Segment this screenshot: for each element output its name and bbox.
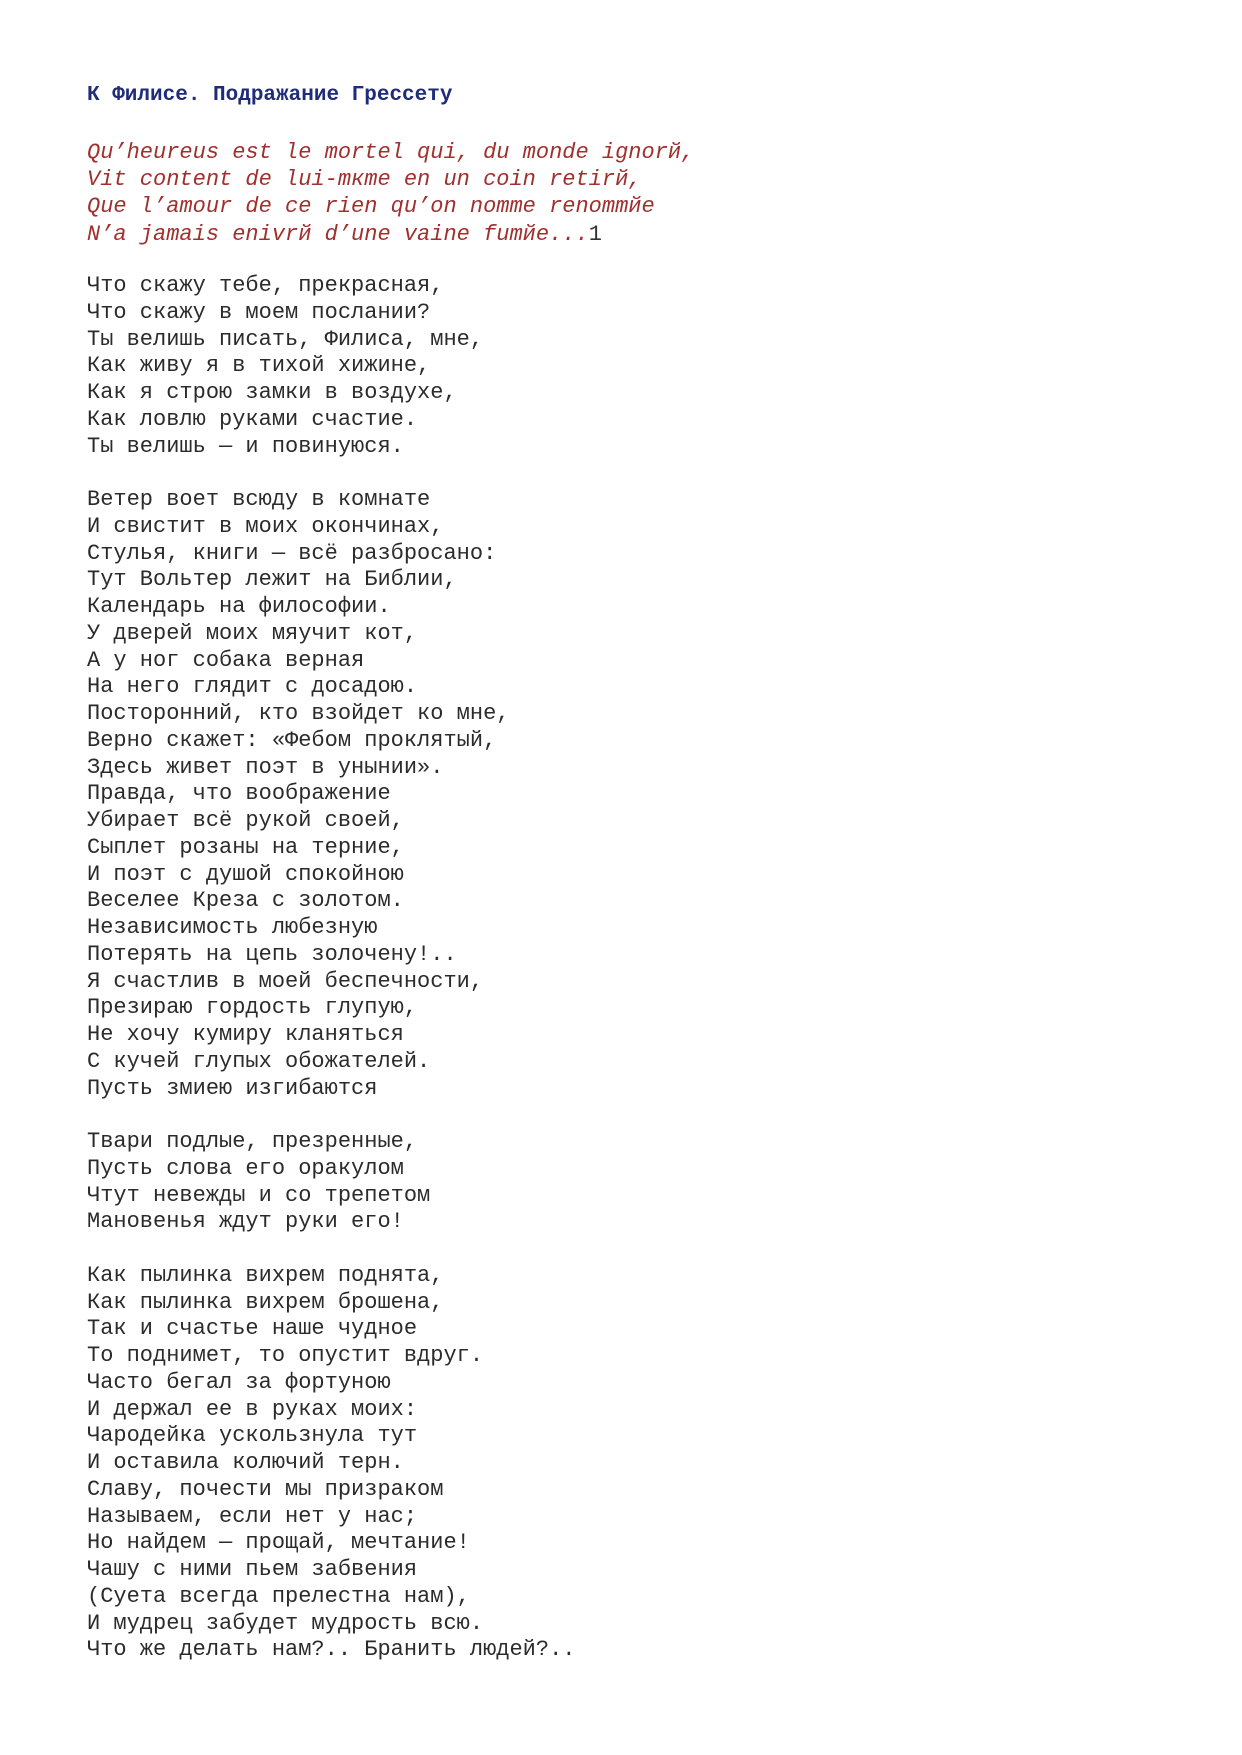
verse-line: И поэт с душой спокойною	[87, 861, 404, 887]
stanza	[87, 273, 575, 460]
verse-line: То поднимет, то опустит вдруг.	[87, 1343, 484, 1369]
verse-line: Не хочу кумиру кланяться	[87, 1022, 404, 1048]
verse-line: С кучей глупых обожателей.	[87, 1048, 431, 1074]
epigraph-line: Que l’amour de ce rien qu’on nomme renommйe	[87, 194, 655, 220]
stanza	[87, 1263, 575, 1664]
verse-line: И держал ее в руках моих:	[87, 1396, 418, 1422]
epigraph-line: Vit content de lui-mкme en un coin retirй,	[87, 167, 642, 193]
verse-line: Как живу я в тихой хижине,	[87, 353, 431, 379]
verse-line: Что же делать нам?.. Бранить людей?..	[87, 1637, 576, 1663]
verse-line: Что скажу тебе, прекрасная,	[87, 273, 444, 298]
stanza	[87, 1129, 575, 1236]
verse-line: Что скажу в моем послании?	[87, 299, 431, 325]
verse-line: На него глядит с досадою.	[87, 674, 418, 700]
verse-line: Здесь живет поэт в унынии».	[87, 754, 444, 780]
verse-line: Чародейка ускользнула тут	[87, 1423, 418, 1449]
poem-title: К Филисе. Подражание Грессету	[87, 84, 453, 107]
epigraph-line: N’a jamais enivrй d’une vaine fumйe...1	[87, 221, 602, 247]
verse-line: Убирает всё рукой своей,	[87, 808, 404, 834]
verse-line: Мановенья ждут руки его!	[87, 1209, 404, 1235]
verse-line: Как ловлю руками счастие.	[87, 406, 418, 432]
verse-line: И мудрец забудет мудрость всю.	[87, 1610, 484, 1636]
verse-line: Чтут невежды и со трепетом	[87, 1182, 431, 1208]
verse-line: Ветер воет всюду в комнате	[87, 487, 431, 513]
poem-body	[87, 273, 575, 1691]
stanza	[87, 487, 575, 1102]
verse-line: Верно скажет: «Фебом проклятый,	[87, 727, 497, 753]
verse-line: Презираю гордость глупую,	[87, 995, 418, 1021]
verse-line: У дверей моих мяучит кот,	[87, 620, 418, 646]
verse-line: Правда, что воображение	[87, 781, 391, 807]
verse-line: И свистит в моих окончинах,	[87, 513, 444, 539]
epigraph-line: Qu’heureus est le mortel qui, du monde ignorй,	[87, 140, 695, 165]
verse-line: А у ног собака верная	[87, 647, 365, 673]
verse-line: Как я строю замки в воздухе,	[87, 380, 457, 405]
verse-line: Календарь на философии.	[87, 594, 391, 620]
verse-line: Сыплет розаны на терние,	[87, 834, 404, 860]
footnote-marker[interactable]: 1	[588, 221, 602, 247]
epigraph	[87, 139, 694, 248]
verse-line: Пусть змиею изгибаются	[87, 1075, 378, 1101]
verse-line: Тут Вольтер лежит на Библии,	[87, 567, 457, 593]
verse-line: Пусть слова его оракулом	[87, 1155, 404, 1181]
verse-line: Стулья, книги — всё разбросано:	[87, 540, 497, 566]
verse-line: Твари подлые, презренные,	[87, 1129, 418, 1155]
verse-line: Независимость любезную	[87, 915, 378, 941]
verse-line: Чашу с ними пьем забвения	[87, 1557, 418, 1583]
verse-line: Как пылинка вихрем поднята,	[87, 1262, 444, 1288]
verse-line: Называем, если нет у нас;	[87, 1503, 418, 1529]
verse-line: Часто бегал за фортуною	[87, 1369, 391, 1395]
verse-line: Как пылинка вихрем брошена,	[87, 1289, 444, 1315]
verse-line: Славу, почести мы призраком	[87, 1476, 444, 1502]
verse-line: Я счастлив в моей беспечности,	[87, 968, 484, 994]
verse-line: Потерять на цепь золочену!..	[87, 941, 457, 967]
verse-line: Веселее Креза с золотом.	[87, 888, 404, 914]
verse-line: Ты велишь — и повинуюся.	[87, 433, 404, 459]
verse-line: И оставила колючий терн.	[87, 1450, 404, 1476]
verse-line: Посторонний, кто взойдет ко мне,	[87, 701, 510, 727]
verse-line: (Суета всегда прелестна нам),	[87, 1583, 470, 1609]
verse-line: Но найдем — прощай, мечтание!	[87, 1530, 470, 1556]
verse-line: Ты велишь писать, Филиса, мне,	[87, 326, 484, 352]
verse-line: Так и счастье наше чудное	[87, 1316, 418, 1342]
